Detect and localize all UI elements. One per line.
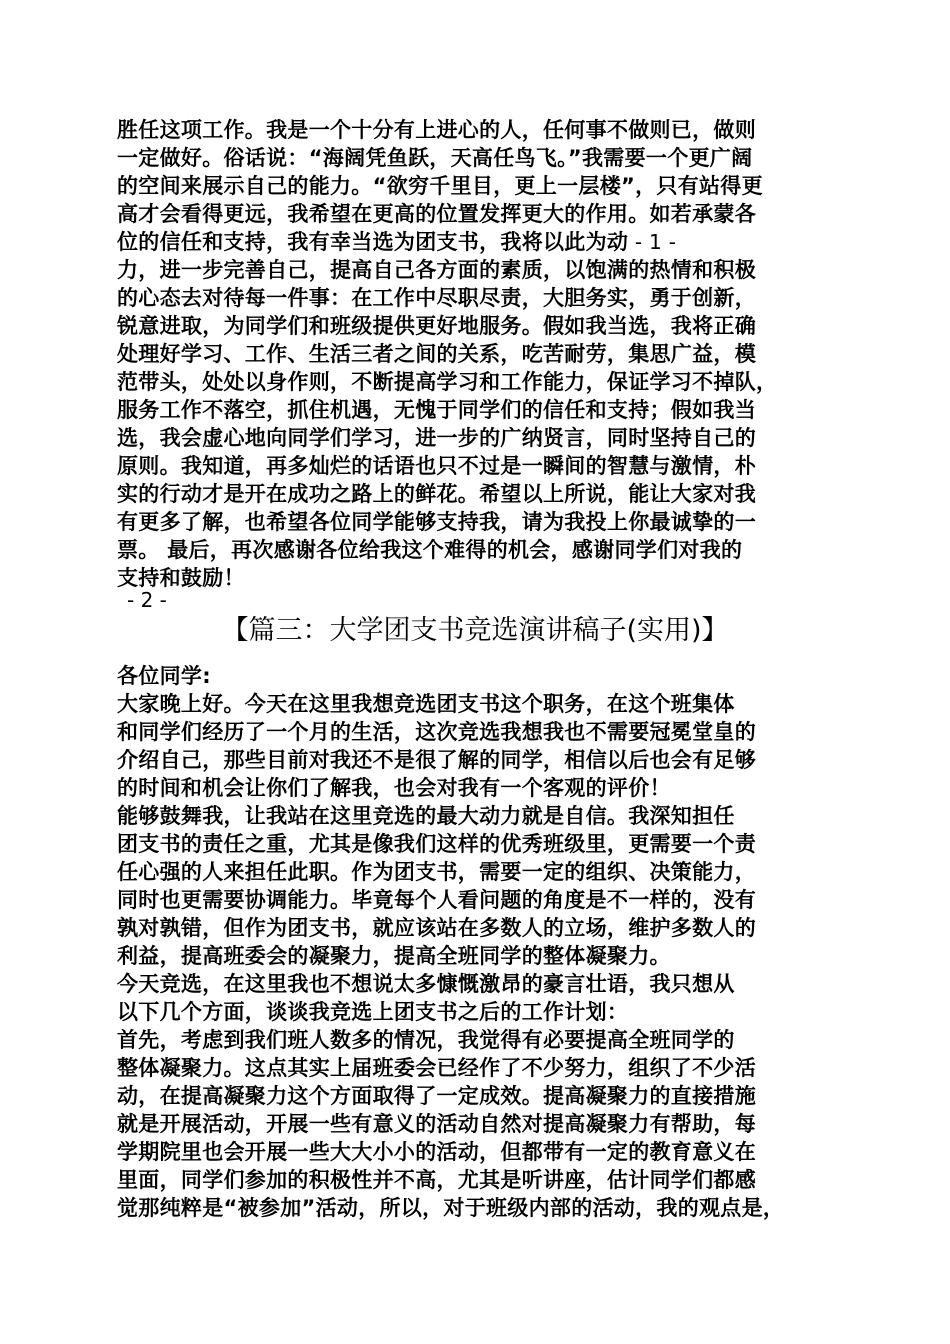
text-line: 大家晚上好。今天在这里我想竞选团支书这个职务，在这个班集体 [117, 692, 735, 716]
text-line: 介绍自己，那些目前对我还不是很了解的同学，相信以后也会有足够 [117, 748, 756, 772]
section-heading: 【篇三：大学团支书竞选演讲稿子(实用)】 [221, 615, 729, 646]
text-line: 就是开展活动，开展一些有意义的活动自然对提高凝聚力有帮助，每 [117, 1112, 756, 1136]
text-line-fragment: 位的信任和支持，我有幸当选为团支书，我将以此为动 [117, 230, 629, 254]
upper-text-block [117, 116, 847, 592]
page-number-1: - 1 - [628, 230, 677, 254]
text-line-with-page-marker [117, 228, 847, 256]
text-line: 里面，同学们参加的积极性并不高，尤其是听讲座，估计同学们都感 [117, 1168, 756, 1192]
text-line: 团支书的责任之重，尤其是像我们这样的优秀班级里，更需要一个责 [117, 832, 756, 856]
text-line: 和同学们经历了一个月的生活，这次竞选我想我也不需要冠冕堂皇的 [117, 720, 756, 744]
text-line: 觉那纯粹是“被参加”活动，所以，对于班级内部的活动，我的观点是， [117, 1196, 785, 1220]
text-line: 范带头，处处以身作则，不断提高学习和工作能力，保证学习不掉队， [117, 370, 778, 394]
text-line: 动，在提高凝聚力这个方面取得了一定成效。提高凝聚力的直接措施 [117, 1084, 756, 1108]
text-line: 力，进一步完善自己，提高自己各方面的素质，以饱满的热情和积极 [117, 258, 756, 282]
text-line: 的时间和机会让你们了解我，也会对我有一个客观的评价！ [117, 776, 671, 800]
text-line: 锐意进取，为同学们和班级提供更好地服务。假如我当选，我将正确 [117, 314, 756, 338]
text-line: 任心强的人来担任此职。作为团支书，需要一定的组织、决策能力， [117, 860, 756, 884]
text-line: 有更多了解，也希望各位同学能够支持我，请为我投上你最诚挚的一 [117, 510, 756, 534]
text-line: 处理好学习、工作、生活三者之间的关系，吃苦耐劳，集思广益，模 [117, 342, 756, 366]
text-line: 孰对孰错，但作为团支书，就应该站在多数人的立场，维护多数人的 [117, 916, 756, 940]
text-line: 支持和鼓励！ [117, 566, 245, 590]
text-line: 首先，考虑到我们班人数多的情况，我觉得有必要提高全班同学的 [117, 1028, 735, 1052]
page-number-2: - 2 - [127, 588, 167, 612]
text-line: 高才会看得更远，我希望在更高的位置发挥更大的作用。如若承蒙各 [117, 202, 756, 226]
text-line: 学期院里也会开展一些大大小小的活动，但都带有一定的教育意义在 [117, 1140, 756, 1164]
text-line: 今天竞选，在这里我也不想说太多慷慨激昂的豪言壮语，我只想从 [117, 972, 735, 996]
text-line: 的空间来展示自己的能力。“欲穷千里目，更上一层楼”，只有站得更 [117, 174, 763, 198]
text-line: 能够鼓舞我，让我站在这里竞选的最大动力就是自信。我深知担任 [117, 804, 735, 828]
text-line: 的心态去对待每一件事：在工作中尽职尽责，大胆务实，勇于创新， [117, 286, 756, 310]
text-line: 整体凝聚力。这点其实上届班委会已经作了不少努力，组织了不少活 [117, 1056, 756, 1080]
text-line: 同时也更需要协调能力。毕竟每个人看问题的角度是不一样的，没有 [117, 888, 756, 912]
text-line: 一定做好。俗话说：“海阔凭鱼跃，天高任鸟飞。”我需要一个更广阔 [117, 146, 753, 170]
text-line: 票。 最后，再次感谢各位给我这个难得的机会，感谢同学们对我的 [117, 538, 743, 562]
salutation-line: 各位同学: [117, 664, 211, 688]
text-line: 利益，提高班委会的凝聚力，提高全班同学的整体凝聚力。 [117, 944, 671, 968]
text-line: 胜任这项工作。我是一个十分有上进心的人，任何事不做则已，做则 [117, 118, 756, 142]
text-line: 以下几个方面，谈谈我竞选上团支书之后的工作计划： [117, 1000, 629, 1024]
lower-text-block [117, 662, 847, 1222]
text-line: 实的行动才是开在成功之路上的鲜花。希望以上所说，能让大家对我 [117, 482, 756, 506]
text-line: 选，我会虚心地向同学们学习，进一步的广纳贤言，同时坚持自己的 [117, 426, 756, 450]
text-line: 服务工作不落空，抓住机遇，无愧于同学们的信任和支持；假如我当 [117, 398, 756, 422]
text-line: 原则。我知道，再多灿烂的话语也只不过是一瞬间的智慧与激情，朴 [117, 454, 756, 478]
